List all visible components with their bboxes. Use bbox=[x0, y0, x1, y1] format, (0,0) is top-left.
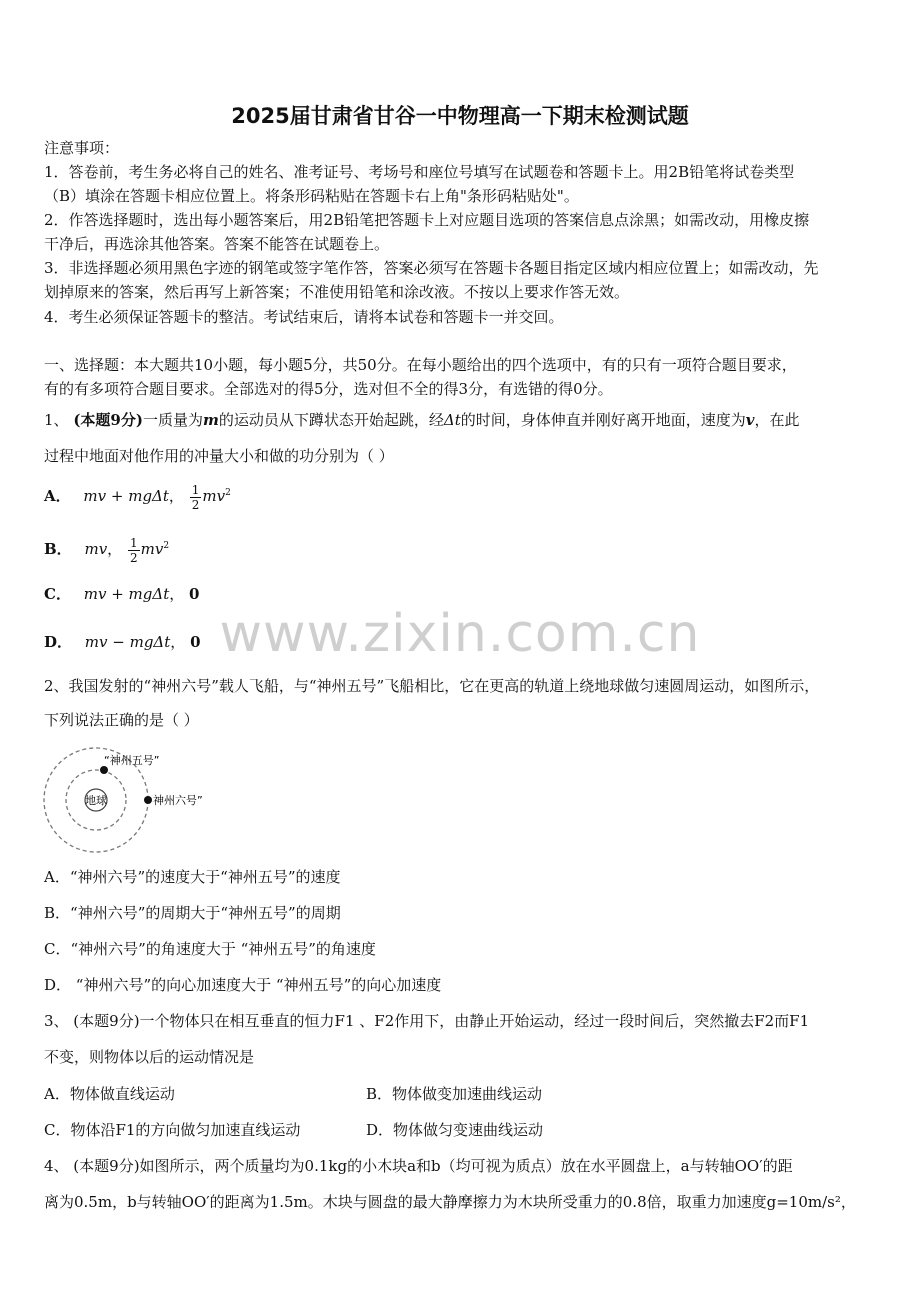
question-text: ，在此 bbox=[754, 411, 800, 429]
note-line: （B）填涂在答题卡相应位置上。将条形码粘贴在答题卡右上角"条形码粘贴处"。 bbox=[44, 187, 579, 205]
note-line: 划掉原来的答案，然后再写上新答案；不准使用铅笔和涂改液。不按以上要求作答无效。 bbox=[44, 283, 630, 301]
question-2-stem: 2、我国发射的“神州六号”载人飞船，与“神州五号”飞船相比，它在更高的轨道上绕地球做匀速圆周运动，如图所示， bbox=[44, 677, 820, 695]
notes-header: 注意事项： bbox=[44, 139, 120, 157]
note-line: 3．非选择题必须用黑色字迹的钢笔或签字笔作答，答案必须写在答题卡各题目指定区域内相应位置上；如需改动，先 bbox=[44, 259, 819, 277]
question-3-stem: 3、 (本题9分)一个物体只在相互垂直的恒力F1 、F2作用下，由静止开始运动，经过一段时间后，突然撤去F2而F1 bbox=[44, 1012, 810, 1030]
q2-option-c[interactable]: C．“神州六号”的角速度大于 “神州五号”的角速度 bbox=[44, 940, 376, 958]
note-line: 4．考生必须保证答题卡的整洁。考试结束后，请将本试卷和答题卡一并交回。 bbox=[44, 308, 564, 326]
q3-option-b[interactable]: B．物体做变加速曲线运动 bbox=[366, 1085, 543, 1103]
option-expr: mv + mgΔt bbox=[83, 487, 169, 505]
option-sep: ， bbox=[170, 633, 186, 651]
section-instructions: 一、选择题：本大题共10小题，每小题5分，共50分。在每小题给出的四个选项中，有的只有一项符合题目要求， bbox=[44, 356, 797, 374]
ship5-dot bbox=[100, 766, 108, 774]
option-expr: mv − mgΔt bbox=[84, 633, 171, 651]
question-tag: (本题9分) bbox=[73, 411, 143, 429]
ship6-dot bbox=[144, 796, 152, 804]
q1-option-c[interactable] bbox=[44, 583, 884, 605]
earth-label: 地球 bbox=[85, 794, 107, 807]
option-sep: ， bbox=[169, 585, 185, 603]
question-text: 的运动员从下蹲状态开始起跳，经 bbox=[218, 411, 444, 429]
question-number: 1、 bbox=[44, 411, 69, 429]
note-line: 1．答卷前，考生务必将自己的姓名、准考证号、考场号和座位号填写在试题卷和答题卡上。用2B铅笔将试卷类型 bbox=[44, 163, 795, 181]
q3-option-c[interactable]: C．物体沿F1的方向做匀加速直线运动 bbox=[44, 1121, 301, 1139]
fraction: $\frac{1}{2}$ bbox=[129, 535, 138, 565]
option-label: B． bbox=[44, 540, 72, 558]
question-text: 的时间，身体伸直并刚好离开地面，速度为 bbox=[460, 411, 746, 429]
question-text: 一质量为 bbox=[142, 411, 203, 429]
option-label: D． bbox=[44, 633, 73, 651]
option-label: C． bbox=[44, 585, 71, 603]
section-instructions: 有的有多项符合题目要求。全部选对的得5分，选对但不全的得3分，有选错的得0分。 bbox=[44, 380, 613, 398]
question-4-stem-line2: 离为0.5m，b与转轴OO′的距离为1.5m。木块与圆盘的最大静摩擦力为木块所受重力的0.8倍，取重力加速度g=10m/s²， bbox=[44, 1193, 856, 1211]
option-expr: mv bbox=[140, 540, 164, 558]
question-3-stem-line2: 不变，则物体以后的运动情况是 bbox=[44, 1048, 255, 1066]
question-2-stem-line2: 下列说法正确的是（ ） bbox=[44, 711, 199, 729]
q2-option-d[interactable]: D． “神州六号”的向心加速度大于 “神州五号”的向心加速度 bbox=[44, 976, 442, 994]
note-line: 2．作答选择题时，选出每小题答案后，用2B铅笔把答题卡上对应题目选项的答案信息点涂黑；如需改动，用橡皮擦 bbox=[44, 211, 810, 229]
ship6-label: 神州六号” bbox=[153, 794, 203, 807]
question-1-stem bbox=[44, 409, 884, 431]
option-sep: ， bbox=[107, 540, 123, 558]
option-sep: ， bbox=[168, 487, 184, 505]
note-line: 干净后，再选涂其他答案。答案不能答在试题卷上。 bbox=[44, 235, 390, 253]
option-label: A． bbox=[44, 487, 71, 505]
ship5-label: “神州五号” bbox=[104, 754, 160, 767]
q3-option-a[interactable]: A．物体做直线运动 bbox=[44, 1085, 175, 1103]
watermark: www.zixin.com.cn bbox=[219, 604, 701, 664]
option-expr: mv bbox=[84, 540, 108, 558]
var-dt: Δt bbox=[443, 411, 461, 429]
page-title: 2025届甘肃省甘谷一中物理高一下期末检测试题 bbox=[231, 104, 689, 128]
q2-option-b[interactable]: B．“神州六号”的周期大于“神州五号”的周期 bbox=[44, 904, 341, 922]
option-value: 0 bbox=[190, 633, 201, 651]
q1-option-b[interactable] bbox=[44, 535, 884, 565]
q1-option-a[interactable] bbox=[44, 482, 884, 512]
fraction: $\frac{1}{2}$ bbox=[191, 482, 200, 512]
option-expr: mv + mgΔt bbox=[83, 585, 170, 603]
q3-option-d[interactable]: D．物体做匀变速曲线运动 bbox=[366, 1121, 544, 1139]
option-expr: mv bbox=[202, 487, 226, 505]
superscript: 2 bbox=[163, 541, 170, 551]
question-4-stem: 4、 (本题9分)如图所示，两个质量均为0.1kg的小木块a和b（均可视为质点）放在水平圆盘上，a与转轴OO′的距 bbox=[44, 1157, 793, 1175]
var-v: v bbox=[745, 411, 755, 429]
option-value: 0 bbox=[189, 585, 200, 603]
superscript: 2 bbox=[225, 488, 231, 498]
orbit-diagram bbox=[40, 744, 240, 854]
q2-option-a[interactable]: A．“神州六号”的速度大于“神州五号”的速度 bbox=[44, 868, 341, 886]
question-1-stem-line2: 过程中地面对他作用的冲量大小和做的功分别为（ ） bbox=[44, 447, 394, 465]
var-m: m bbox=[202, 411, 219, 429]
